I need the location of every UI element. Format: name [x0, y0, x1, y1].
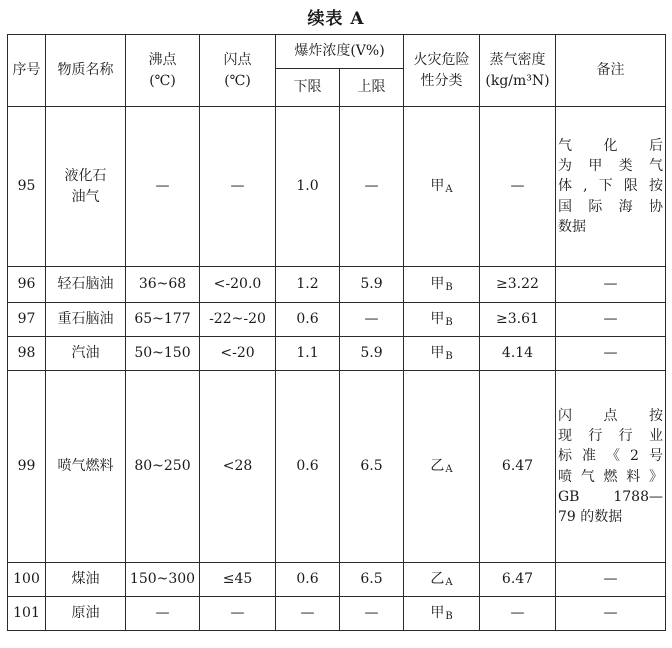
fire-class-main: 乙	[430, 457, 445, 474]
name-line: 喷气燃料	[57, 458, 114, 475]
header-flash-line: 闪点	[223, 52, 252, 69]
page-title: 续表 A	[307, 9, 365, 29]
fire-class-main: 甲	[430, 604, 445, 621]
name-cell	[46, 107, 126, 267]
remark-line: 国际海协	[558, 198, 663, 215]
name-line: 煤油	[71, 571, 100, 588]
boiling-cell: 150~300	[126, 563, 200, 597]
vapor-density-cell: ≥3.61	[480, 303, 556, 337]
table-row	[8, 337, 666, 371]
upper-limit-cell: —	[340, 107, 404, 267]
seq-cell: 96	[8, 267, 46, 303]
header-explosion: 爆炸浓度(V%)	[276, 35, 404, 69]
upper-limit-cell: —	[340, 303, 404, 337]
lower-limit-cell: 1.2	[276, 267, 340, 303]
remark-line: 标准《2号	[558, 448, 663, 465]
boiling-cell: 80~250	[126, 371, 200, 563]
remark-line: 为甲类气	[558, 158, 663, 175]
lower-limit-cell: 1.0	[276, 107, 340, 267]
flash-cell: ≤45	[200, 563, 276, 597]
lower-limit-cell: 0.6	[276, 563, 340, 597]
vapor-density-cell: ≥3.22	[480, 267, 556, 303]
fire-class-cell	[404, 597, 480, 631]
header-upper: 上限	[340, 69, 404, 107]
fire-class-cell	[404, 371, 480, 563]
name-line: 原油	[71, 605, 100, 622]
seq-cell: 97	[8, 303, 46, 337]
name-line: 轻石脑油	[57, 276, 114, 293]
header-row	[8, 35, 666, 69]
header-name: 物质名称	[46, 35, 126, 107]
flash-cell: —	[200, 597, 276, 631]
name-line: 重石脑油	[57, 311, 114, 328]
name-cell	[46, 337, 126, 371]
upper-limit-cell: 6.5	[340, 371, 404, 563]
header-flash	[200, 35, 276, 107]
header-remarks: 备注	[556, 35, 666, 107]
remark-cell: —	[556, 303, 666, 337]
header-boiling-unit: (℃)	[149, 72, 176, 89]
header-vapor-unit: (kg/m³N)	[485, 72, 550, 89]
header-fire-class-line2: 性分类	[420, 72, 463, 89]
fire-class-sub: A	[445, 463, 453, 475]
fire-class-sub: A	[445, 576, 453, 588]
seq-cell: 95	[8, 107, 46, 267]
lower-limit-cell: 1.1	[276, 337, 340, 371]
name-cell	[46, 563, 126, 597]
upper-limit-cell: 5.9	[340, 337, 404, 371]
seq-cell: 101	[8, 597, 46, 631]
fire-class-sub: B	[445, 350, 453, 362]
remark-line: 喷气燃料》	[558, 468, 663, 485]
header-lower: 下限	[276, 69, 340, 107]
boiling-cell: —	[126, 597, 200, 631]
remark-line: GB 1788—	[558, 488, 663, 505]
seq-cell: 99	[8, 371, 46, 563]
remark-line: 数据	[558, 218, 586, 235]
data-table	[7, 34, 666, 631]
flash-cell: —	[200, 107, 276, 267]
fire-class-sub: B	[445, 281, 453, 293]
header-vapor-density	[480, 35, 556, 107]
remark-cell	[556, 107, 666, 267]
vapor-density-cell: 6.47	[480, 371, 556, 563]
flash-cell: <-20.0	[200, 267, 276, 303]
name-cell	[46, 597, 126, 631]
remark-line: 79 的数据	[558, 509, 623, 526]
header-fire-class	[404, 35, 480, 107]
header-boiling	[126, 35, 200, 107]
fire-class-cell	[404, 267, 480, 303]
boiling-cell: 36~68	[126, 267, 200, 303]
fire-class-main: 甲	[430, 344, 445, 361]
name-cell	[46, 371, 126, 563]
fire-class-main: 甲	[430, 177, 445, 194]
fire-class-cell	[404, 563, 480, 597]
flash-cell: <28	[200, 371, 276, 563]
seq-cell: 98	[8, 337, 46, 371]
header-flash-unit: (℃)	[224, 72, 251, 89]
fire-class-main: 乙	[430, 570, 445, 587]
upper-limit-cell: —	[340, 597, 404, 631]
boiling-cell: 65~177	[126, 303, 200, 337]
table-body	[8, 107, 666, 631]
lower-limit-cell: 0.6	[276, 371, 340, 563]
header-boiling-line: 沸点	[148, 52, 177, 69]
remark-cell: —	[556, 597, 666, 631]
vapor-density-cell: —	[480, 597, 556, 631]
table-row	[8, 107, 666, 267]
fire-class-sub: B	[445, 316, 453, 328]
remark-line: 现行行业	[558, 427, 663, 444]
fire-class-main: 甲	[430, 310, 445, 327]
fire-class-cell	[404, 303, 480, 337]
header-seq: 序号	[8, 35, 46, 107]
name-line: 汽油	[71, 345, 100, 362]
remark-line: 闪点按	[558, 407, 663, 424]
header-fire-class-line1: 火灾危险	[413, 52, 470, 69]
vapor-density-cell: —	[480, 107, 556, 267]
remark-cell: —	[556, 267, 666, 303]
name-cell	[46, 267, 126, 303]
fire-class-cell	[404, 107, 480, 267]
vapor-density-cell: 6.47	[480, 563, 556, 597]
seq-cell: 100	[8, 563, 46, 597]
table-row	[8, 597, 666, 631]
name-line: 液化石	[64, 168, 107, 185]
table-row	[8, 371, 666, 563]
boiling-cell: —	[126, 107, 200, 267]
table-row	[8, 563, 666, 597]
upper-limit-cell: 5.9	[340, 267, 404, 303]
name-line: 油气	[71, 188, 100, 205]
header-vapor-line: 蒸气密度	[489, 52, 546, 69]
boiling-cell: 50~150	[126, 337, 200, 371]
remark-cell: —	[556, 563, 666, 597]
remark-cell	[556, 371, 666, 563]
table-row	[8, 267, 666, 303]
name-cell	[46, 303, 126, 337]
lower-limit-cell: —	[276, 597, 340, 631]
flash-cell: -22~-20	[200, 303, 276, 337]
fire-class-sub: B	[445, 610, 453, 622]
table-row	[8, 303, 666, 337]
remark-cell: —	[556, 337, 666, 371]
upper-limit-cell: 6.5	[340, 563, 404, 597]
lower-limit-cell: 0.6	[276, 303, 340, 337]
fire-class-main: 甲	[430, 275, 445, 292]
remark-line: 体,下限按	[558, 178, 663, 195]
remark-line: 气化后	[558, 137, 663, 154]
vapor-density-cell: 4.14	[480, 337, 556, 371]
flash-cell: <-20	[200, 337, 276, 371]
fire-class-sub: A	[445, 183, 453, 195]
fire-class-cell	[404, 337, 480, 371]
